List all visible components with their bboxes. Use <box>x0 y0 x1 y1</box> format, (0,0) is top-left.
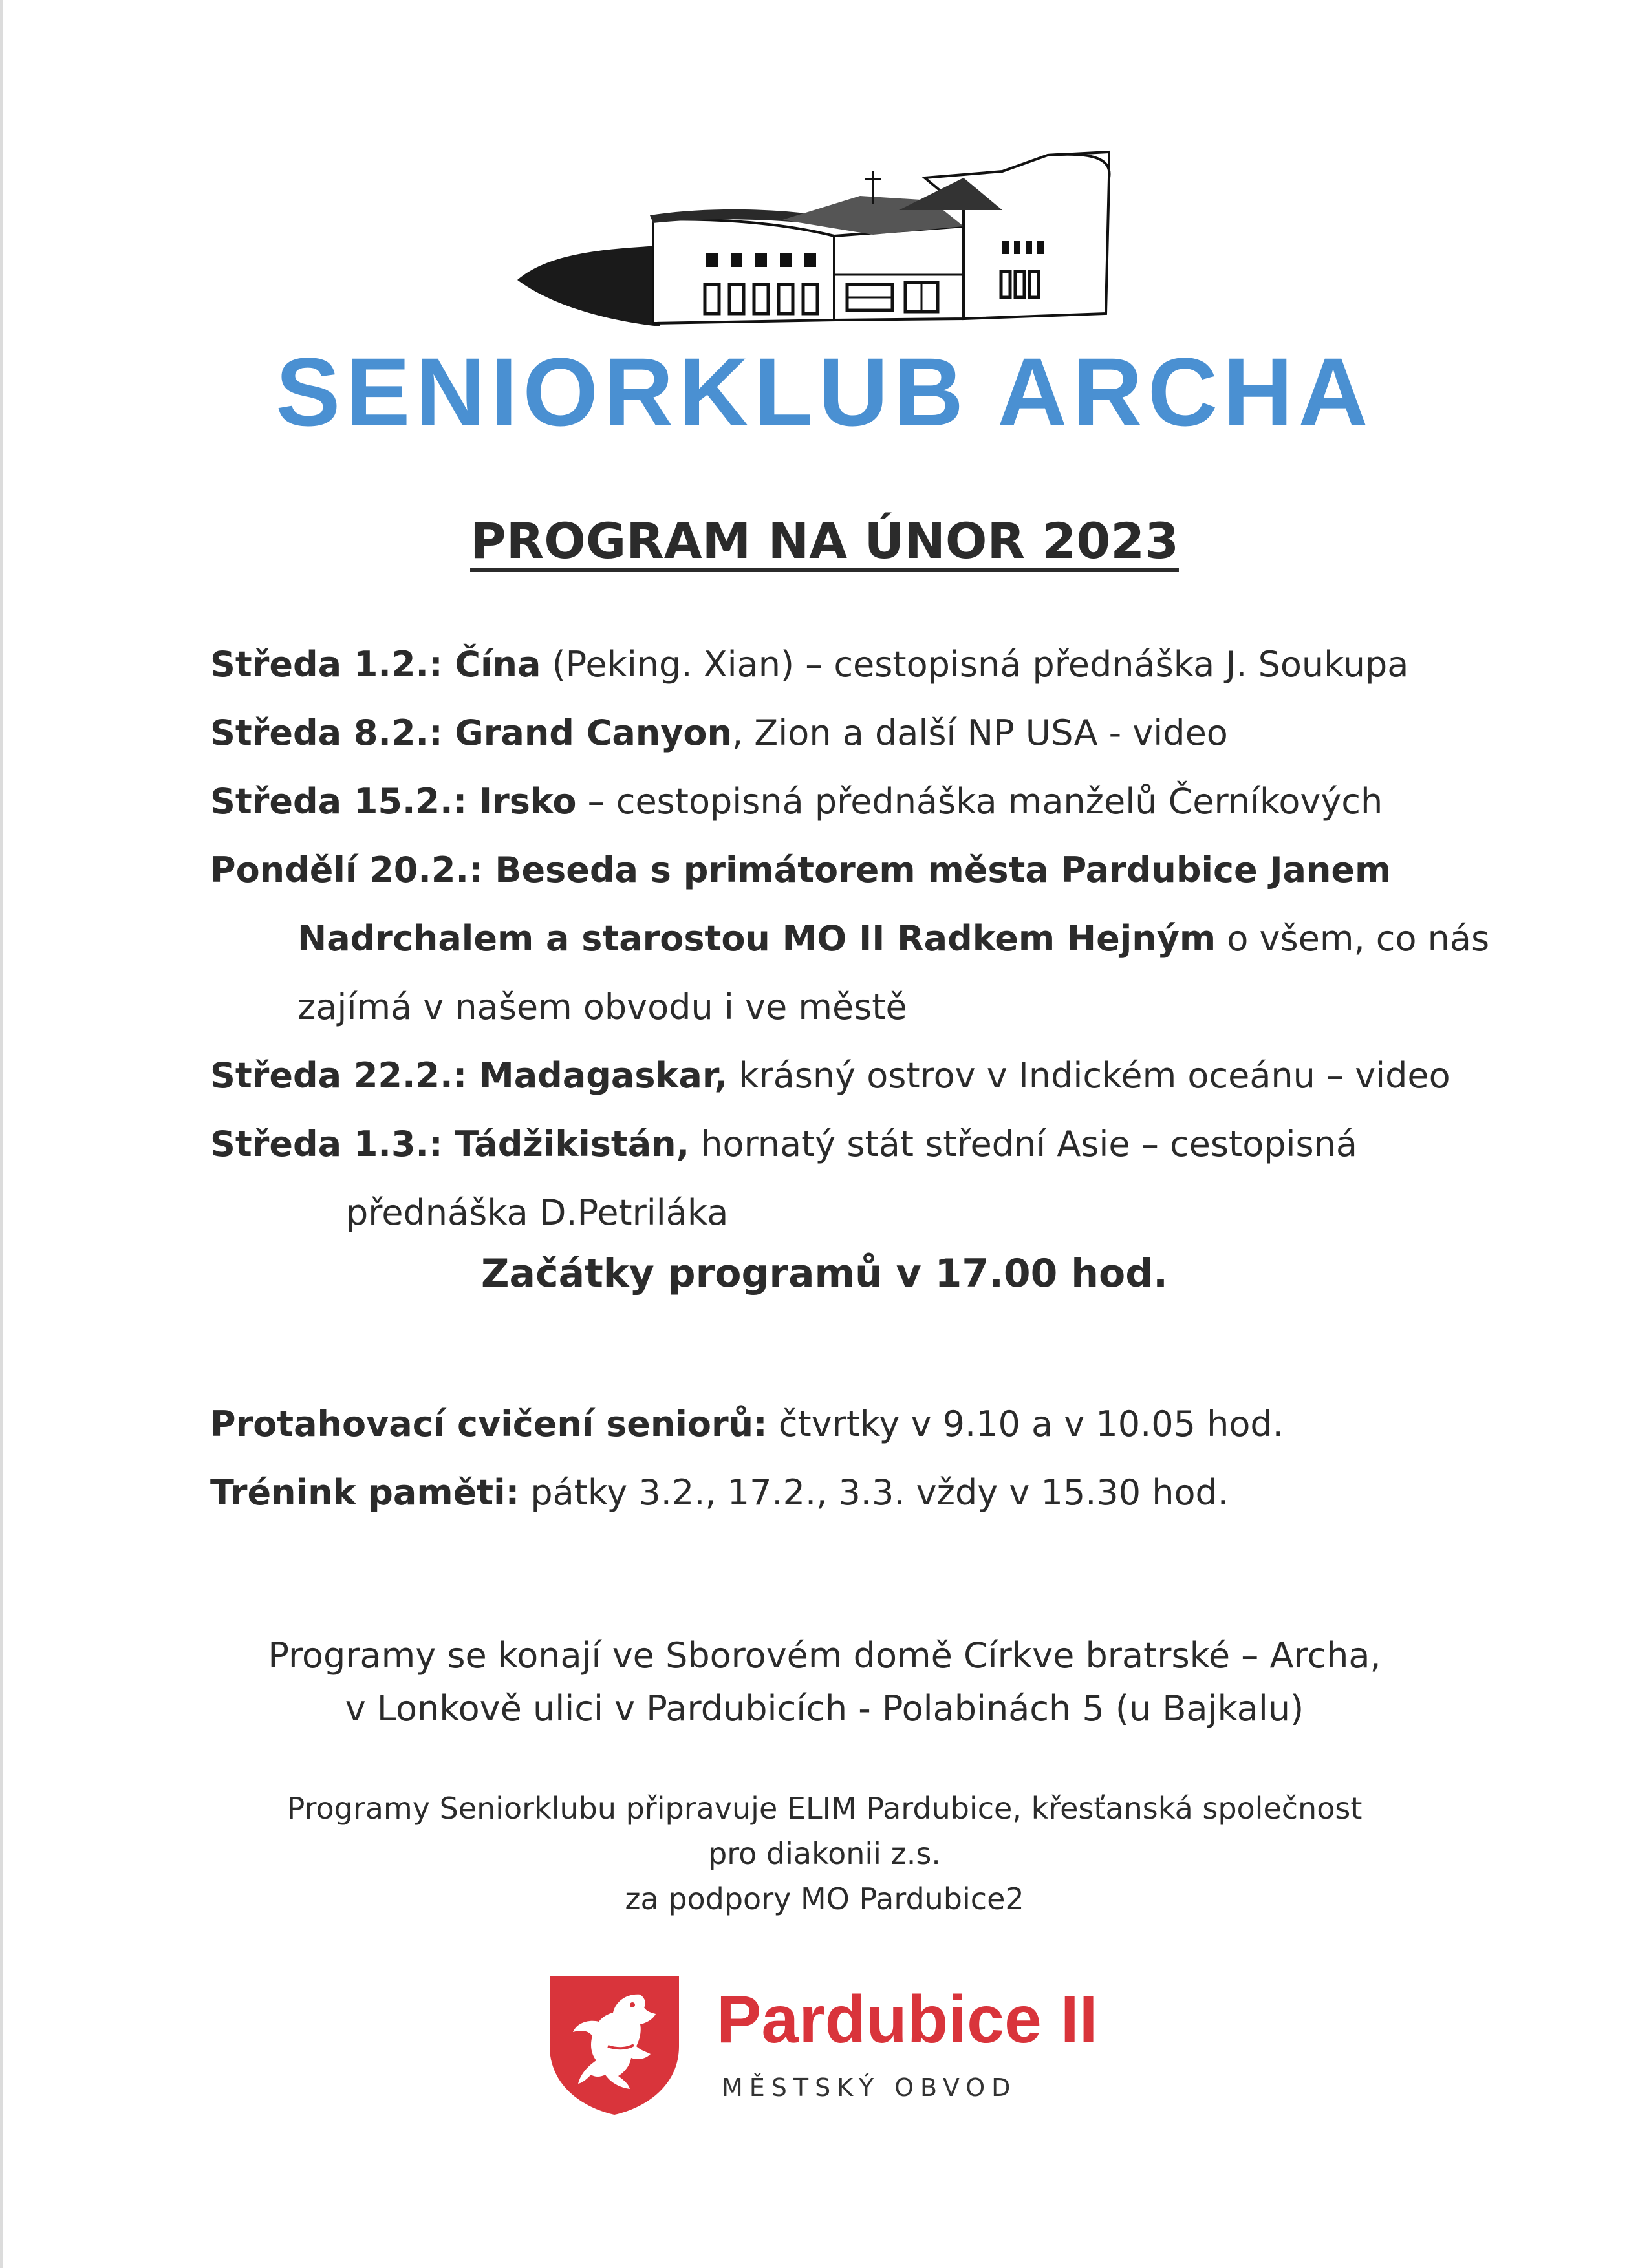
activity-line-memory <box>210 1459 1568 1527</box>
program-title <box>0 512 1649 570</box>
event-line-2 <box>210 699 1503 767</box>
event-line-1 <box>210 630 1503 699</box>
venue-info <box>0 1629 1649 1735</box>
event-date-label: Středa 1.3.: Tádžikistán, <box>210 1124 690 1164</box>
activity-schedule: čtvrtky v 9.10 a v 10.05 hod. <box>767 1404 1284 1444</box>
logo-subtitle: MĚSTSKÝ OBVOD <box>722 2073 1017 2102</box>
event-date-label: Pondělí 20.2.: Beseda s primátorem města Pardubice Janem <box>210 850 1392 890</box>
regular-activities <box>210 1390 1568 1527</box>
event-line-3 <box>210 767 1503 836</box>
event-description: (Peking. Xian) – cestopisná přednáška J. Soukupa <box>541 644 1409 685</box>
event-date-label: Středa 8.2.: Grand Canyon <box>210 712 732 753</box>
start-time-note: Začátky programů v 17.00 hod. <box>481 1251 1168 1296</box>
venue-line-2: v Lonkově ulici v Pardubicích - Polabinách 5 (u Bajkalu) <box>345 1688 1304 1729</box>
event-description: hornatý stát střední Asie – cestopisná <box>689 1124 1357 1164</box>
event-line-8 <box>210 1110 1503 1179</box>
event-description: zajímá v našem obvodu i ve městě <box>297 987 907 1027</box>
organizer-line-3: za podpory MO Pardubice2 <box>625 1881 1024 1916</box>
event-line-5 <box>210 904 1503 973</box>
event-description: o všem, co nás <box>1216 918 1490 959</box>
event-description: , Zion a další NP USA - video <box>731 712 1228 753</box>
logo-name: Pardubice II <box>717 1982 1098 2057</box>
event-date-label: Středa 15.2.: Irsko <box>210 781 577 822</box>
pardubice-logo <box>543 1969 1125 2117</box>
organizer-info <box>0 1786 1649 1921</box>
organizer-line-2: pro diakonii z.s. <box>708 1836 941 1871</box>
program-title-text: PROGRAM NA ÚNOR 2023 <box>470 512 1179 570</box>
event-line-7 <box>210 1042 1503 1110</box>
event-line-4 <box>210 836 1503 904</box>
activity-label: Protahovací cvičení seniorů: <box>210 1404 768 1444</box>
event-date-label: Středa 22.2.: Madagaskar, <box>210 1055 728 1096</box>
event-guest-names: Nadrchalem a starostou MO II Radkem Hejným <box>297 918 1216 959</box>
event-line-9 <box>210 1179 1503 1247</box>
event-description: – cestopisná přednáška manželů Černíkových <box>576 781 1383 822</box>
venue-line-1: Programy se konají ve Sborovém domě Církve bratrské – Archa, <box>268 1635 1381 1676</box>
activity-label: Trénink paměti: <box>210 1472 520 1513</box>
activity-line-exercise <box>210 1390 1568 1459</box>
horse-shield-icon <box>543 1969 685 2117</box>
event-description: krásný ostrov v Indickém oceánu – video <box>727 1055 1450 1096</box>
event-description: přednáška D.Petriláka <box>346 1192 729 1233</box>
organizer-line-1: Programy Seniorklubu připravuje ELIM Pardubice, křesťanská společnost <box>286 1791 1363 1826</box>
event-list <box>210 630 1503 1247</box>
event-date-label: Středa 1.2.: Čína <box>210 644 541 685</box>
event-line-6 <box>210 973 1503 1042</box>
church-building-icon <box>511 139 1119 333</box>
club-title: SENIORKLUB ARCHA <box>275 337 1374 446</box>
activity-schedule: pátky 3.2., 17.2., 3.3. vždy v 15.30 hod. <box>519 1472 1229 1513</box>
